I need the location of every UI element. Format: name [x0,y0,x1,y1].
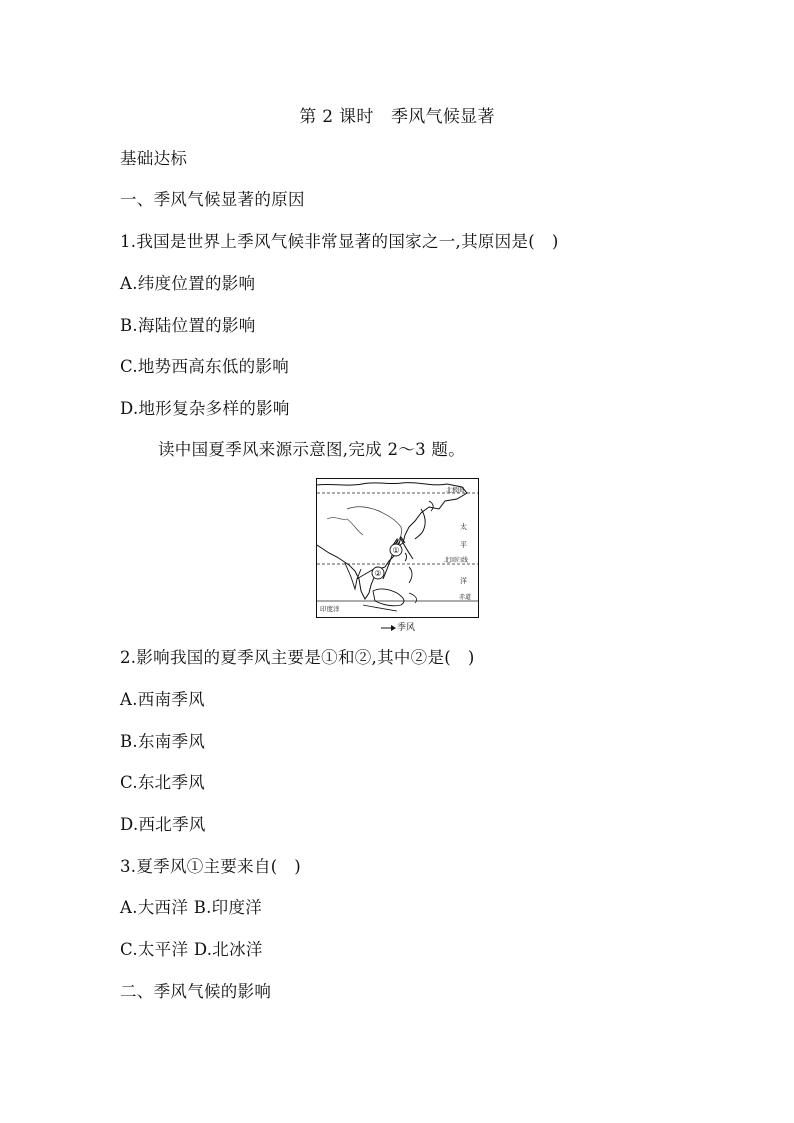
pacific-label-1: 太 [460,523,467,531]
equator-label: 赤道 [459,594,472,601]
marker-2-label: ② [374,569,382,578]
section-heading-causes: 一、季风气候显著的原因 [120,190,305,209]
question-1-option-d: D.地形复杂多样的影响 [120,399,290,418]
question-2-stem: 2.影响我国的夏季风主要是①和②,其中②是( ) [120,648,475,667]
legend-label: 季风 [397,623,416,633]
inner-border [347,507,402,545]
question-2-option-a: A.西南季风 [120,690,205,709]
question-1-option-a: A.纬度位置的影响 [120,274,256,293]
question-1-option-b: B.海陆位置的影响 [120,316,256,335]
question-2-option-d: D.西北季风 [120,815,206,834]
arctic-circle-label: 北极圈 [446,487,465,494]
section-heading-effects: 二、季风气候的影响 [120,982,272,1001]
inner-border-west [327,518,363,535]
eurasia-coastline [317,483,467,599]
summer-monsoon-map [316,478,479,618]
marker-1-label: ① [392,546,400,555]
question-3-options-cd: C.太平洋 D.北冰洋 [120,940,263,959]
map-intro-text: 读中国夏季风来源示意图,完成 2～3 题。 [158,440,466,459]
indian-ocean-label: 印度洋 [320,605,340,613]
monsoon-arrow-1 [401,539,413,559]
question-3-options-ab: A.大西洋 B.印度洋 [120,898,263,917]
map-legend [381,620,415,633]
borneo-island [373,589,404,606]
question-1-option-c: C.地势西高东低的影响 [120,357,290,376]
question-2-option-b: B.东南季风 [120,732,206,751]
page-title: 第 2 课时 季风气候显著 [299,107,495,127]
pacific-label-3: 洋 [460,577,467,585]
section-heading-basic: 基础达标 [120,149,188,168]
taiwan [405,553,407,561]
pacific-label-2: 平 [460,541,467,549]
philippines [409,567,412,583]
question-3-stem: 3.夏季风①主要来自( ) [120,857,302,876]
hokkaido [429,501,433,511]
map-figure [317,479,478,617]
india-peninsula [345,563,361,589]
sulawesi-island [409,593,417,603]
question-2-option-c: C.东北季风 [120,773,206,792]
question-1-stem: 1.我国是世界上季风气候非常显著的国家之一,其原因是( ) [120,232,559,251]
legend-arrow-icon [381,624,397,632]
tropic-label: 北回归线 [444,557,469,564]
